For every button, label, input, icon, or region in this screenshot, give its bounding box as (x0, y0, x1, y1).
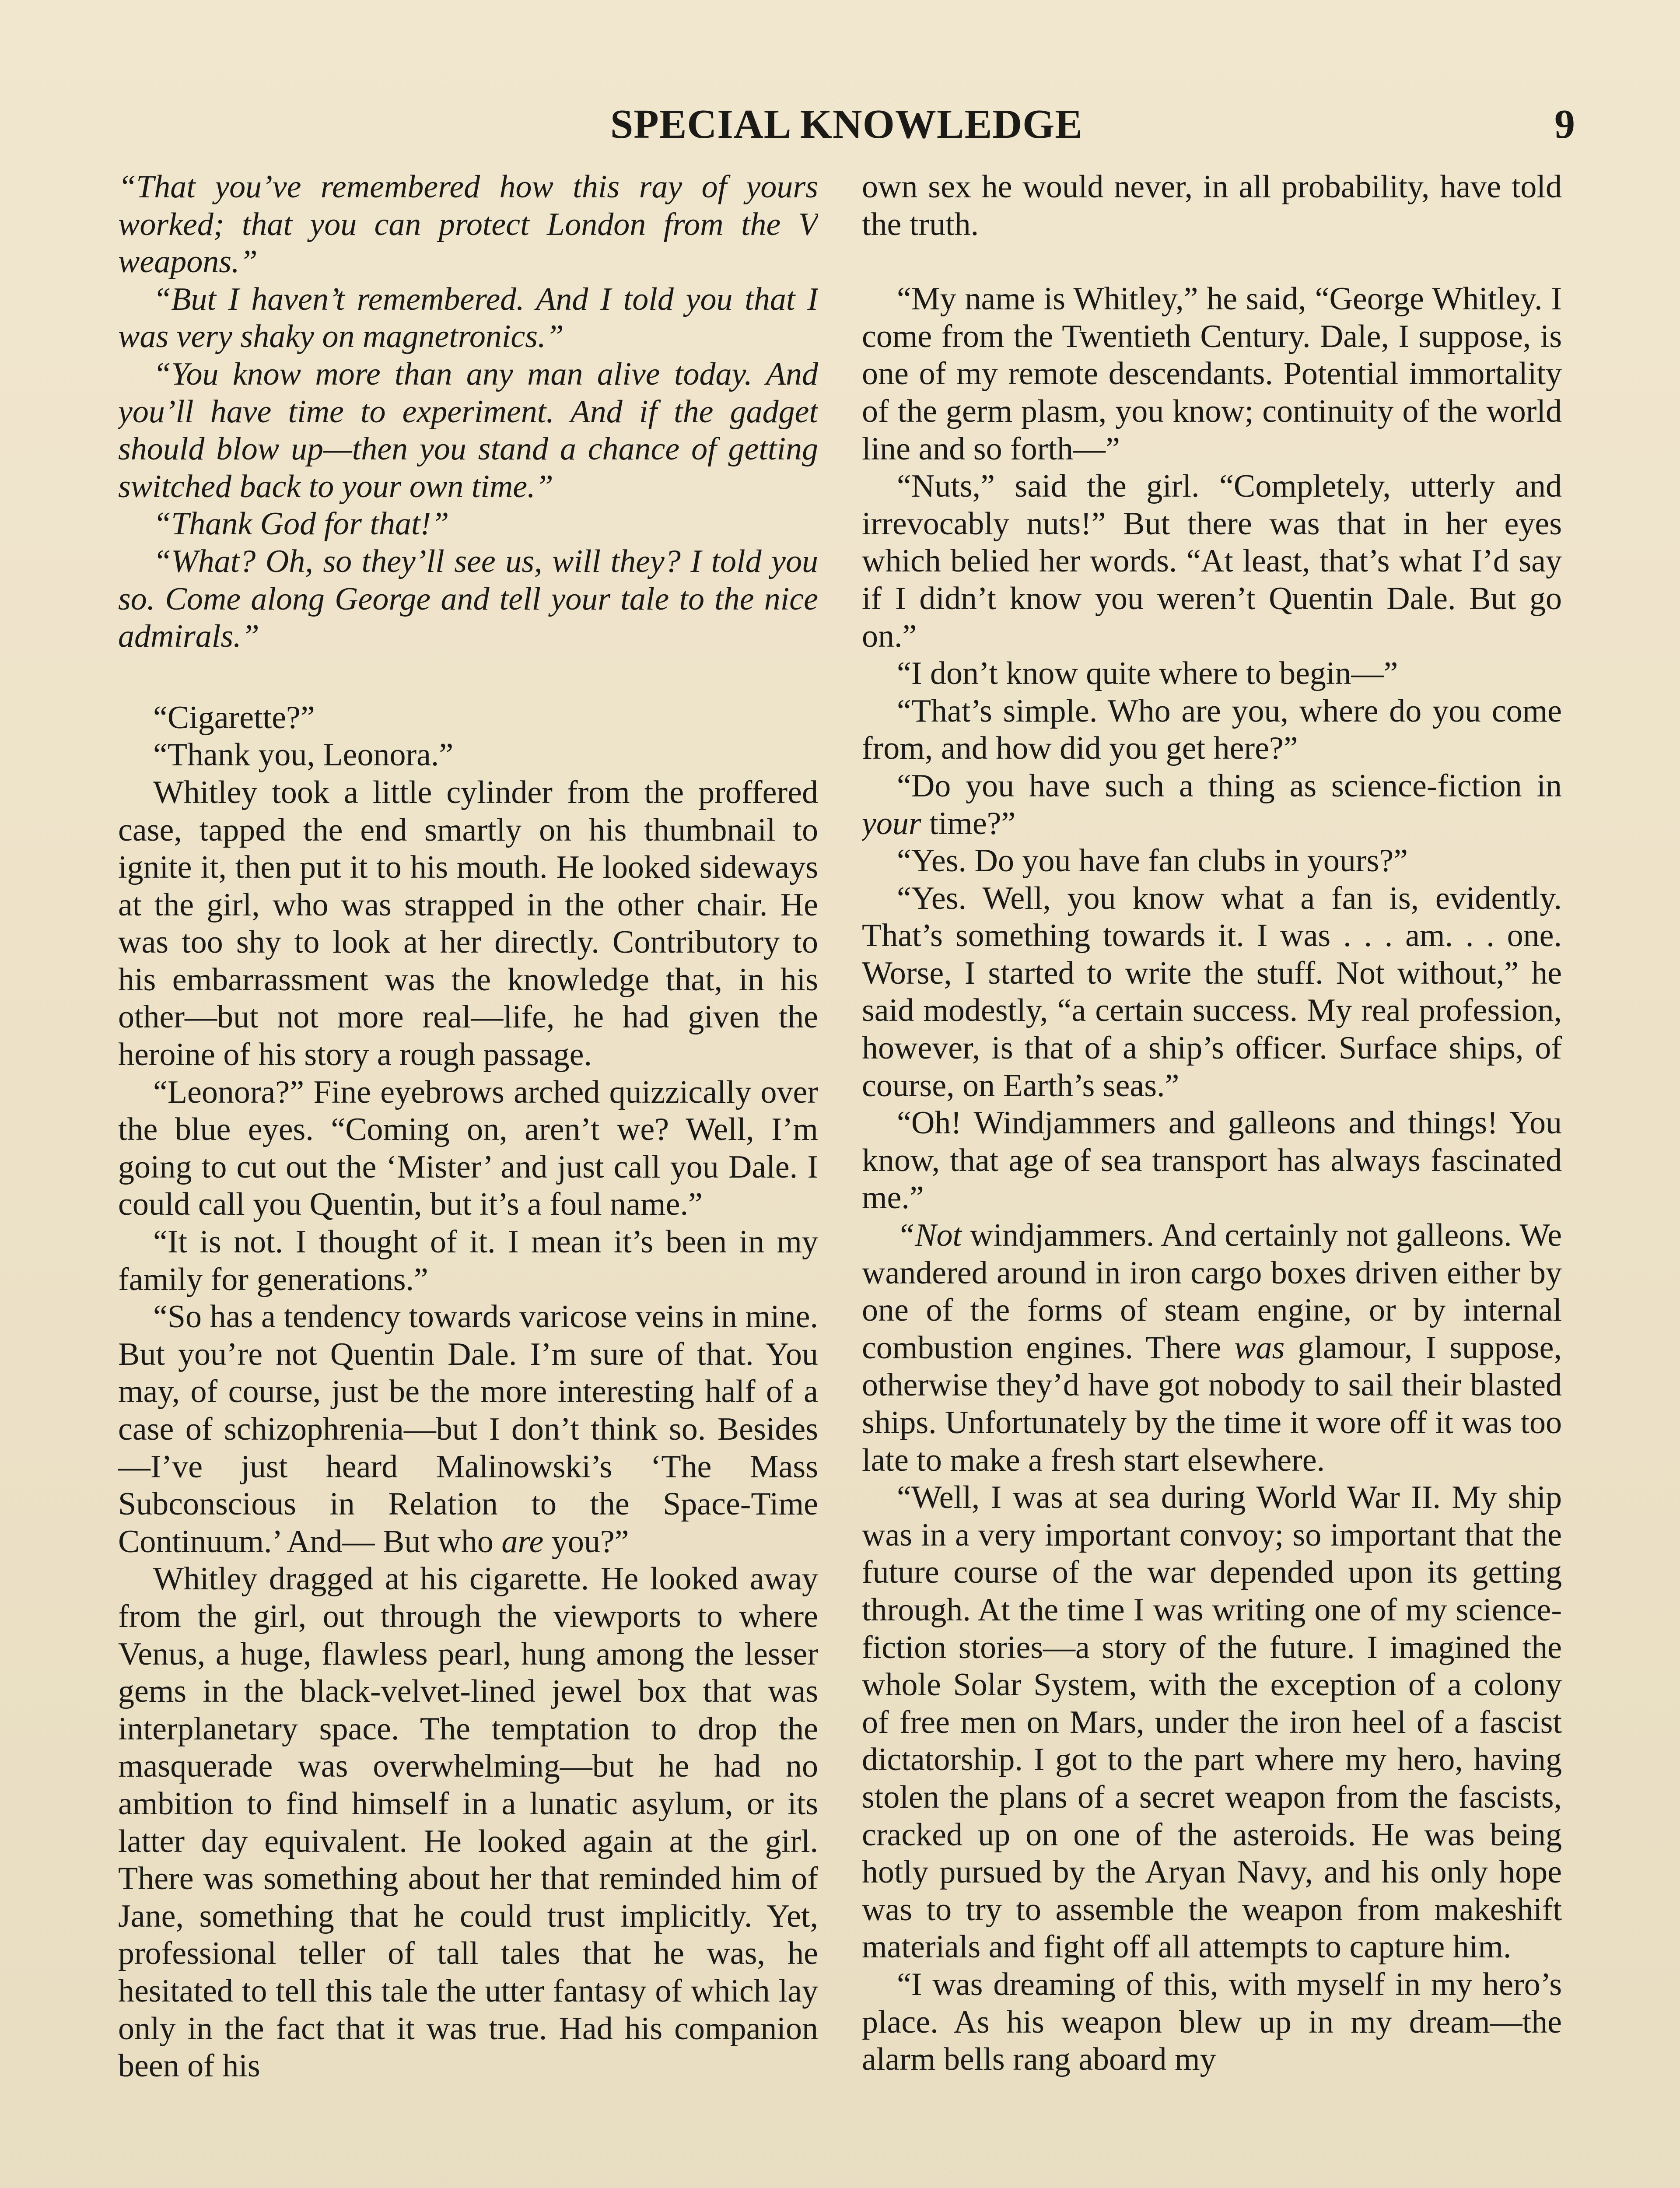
italic-dialogue-block (118, 168, 818, 656)
paragraph (118, 1298, 818, 1560)
paragraph: “That’s simple. Who are you, where do you come from, and how did you get here?” (862, 693, 1562, 767)
paragraph (862, 768, 1562, 842)
paragraph-break (862, 243, 1562, 281)
section-break (118, 656, 818, 699)
italic-paragraph: “Thank God for that!” (153, 506, 449, 542)
paragraph: “I was dreaming of this, with myself in my hero’s place. As his weapon blew up in my dream—the alarm bells rang aboard my (862, 1966, 1562, 2078)
emphasis: was (1234, 1329, 1285, 1366)
paragraph-text: time?” (921, 805, 1016, 842)
paragraph-text: “Do you have such a thing as science-fiction in (897, 768, 1562, 804)
paragraph-text: “So has a tendency towards varicose veins in mine. But you’re not Quentin Dale. I’m sure of that. You may, of course, just be the more interesting half of a case of schizophrenia—but I don’t think so. Besides —I’ve just heard Malinowski’s ‘The Mass Subconscious in Relation to the Space-Time Continuum.’ And— But who (118, 1299, 818, 1560)
paragraph: “Yes. Do you have fan clubs in yours?” (897, 843, 1408, 879)
left-column (118, 168, 818, 2188)
paragraph (862, 1217, 1562, 1479)
paragraph: “Leonora?” Fine eyebrows arched quizzically over the blue eyes. “Coming on, aren’t we? Well, I’m going to cut out the ‘Mister’ and just call you Dale. I could call you Quentin, but it’s a foul name.” (118, 1074, 818, 1223)
paragraph: “Cigarette?” (153, 699, 315, 736)
paragraph: Whitley took a little cylinder from the proffered case, tapped the end smartly on his thumbnail to ignite it, then put it to his mouth. He looked sideways at the girl, who was strapped in the other chair. He was too shy to look at her directly. Contributory to his embarrassment was the knowledge that, in his other—but not more real—life, he had given the heroine of his story a rough passage. (118, 774, 818, 1073)
emphasis: your (862, 805, 921, 842)
paragraph-text: windjammers. And certainly not galleons. We wandered around in iron cargo boxes driven either by one of the forms of steam engine, or by internal combustion engines. There (862, 1217, 1562, 1366)
paragraph: “Nuts,” said the girl. “Completely, utterly and irrevocably nuts!” But there was that in her eyes which belied her words. “At least, that’s what I’d say if I didn’t know you weren’t Quentin Dale. But go on.” (862, 468, 1562, 654)
right-column (862, 168, 1562, 2188)
paragraph: “My name is Whitley,” he said, “George Whitley. I come from the Twentieth Century. Dale, I suppose, is one of my remote descendants. Potential immortality of the germ plasm, you know; continuity of the world line and so forth—” (862, 281, 1562, 467)
page-header (118, 101, 1575, 162)
paragraph-text: glamour, I suppose, otherwise they’d have got nobody to sail their blasted ships. Unfortunately by the time it wore off it was too late to make a fresh start elsewhere. (862, 1329, 1562, 1478)
paragraph: “Oh! Windjammers and galleons and things! You know, that age of sea transport has always fascinated me.” (862, 1105, 1562, 1216)
paragraph: “I don’t know quite where to begin—” (897, 656, 1398, 692)
italic-paragraph: “But I haven’t remembered. And I told you that I was very shaky on magnetronics.” (118, 281, 818, 355)
italic-paragraph: “What? Oh, so they’ll see us, will they? I told you so. Come along George and tell your tale to the nice admirals.” (118, 543, 818, 655)
paragraph: “Thank you, Leonora.” (153, 737, 454, 773)
italic-paragraph: “You know more than any man alive today. And you’ll have time to experiment. And if the gadget should blow up—then you stand a chance of getting switched back to your own time.” (118, 356, 818, 505)
page-number: 9 (1554, 102, 1575, 147)
paragraph: “It is not. I thought of it. I mean it’s been in my family for generations.” (118, 1224, 818, 1297)
running-title: SPECIAL KNOWLEDGE (610, 102, 1083, 147)
emphasis: “Not (897, 1217, 962, 1254)
paragraph: Whitley dragged at his cigarette. He looked away from the girl, out through the viewports to where Venus, a huge, flawless pearl, hung among the lesser gems in the black-velvet-lined jewel box that was interplanetary space. The temptation to drop the masquerade was overwhelming—but he had no ambition to find himself in a lunatic asylum, or its latter day equivalent. He looked again at the girl. There was something about her that reminded him of Jane, something that he could trust implicitly. Yet, professional teller of tall tales that he was, he hesitated to tell this tale the utter fantasy of which lay only in the fact that it was true. Had his companion been of his (118, 1561, 818, 2084)
paragraph-text: you?” (543, 1523, 629, 1560)
paragraph: “Yes. Well, you know what a fan is, evidently. That’s something towards it. I was . . . am. . . one. Worse, I started to write the stuff. Not without,” he said modestly, “a certain success. My real profession, however, is that of a ship’s officer. Surface ships, of course, on Earth’s seas.” (862, 880, 1562, 1104)
italic-paragraph: “That you’ve remembered how this ray of yours worked; that you can protect London from the V weapons.” (118, 169, 818, 280)
continuation-paragraph: own sex he would never, in all probability, have told the truth. (862, 169, 1562, 242)
paragraph: “Well, I was at sea during World War II. My ship was in a very important convoy; so important that the future course of the war depended upon its getting through. At the time I was writing one of my science-fiction stories—a story of the future. I imagined the whole Solar System, with the exception of a colony of free men on Mars, under the iron heel of a fascist dictatorship. I got to the part where my hero, having stolen the plans of a secret weapon from the fascists, cracked up on one of the asteroids. He was being hotly pursued by the Aryan Navy, and his only hope was to try to assemble the weapon from makeshift materials and fight off all attempts to capture him. (862, 1480, 1562, 1965)
emphasis: are (501, 1523, 544, 1560)
